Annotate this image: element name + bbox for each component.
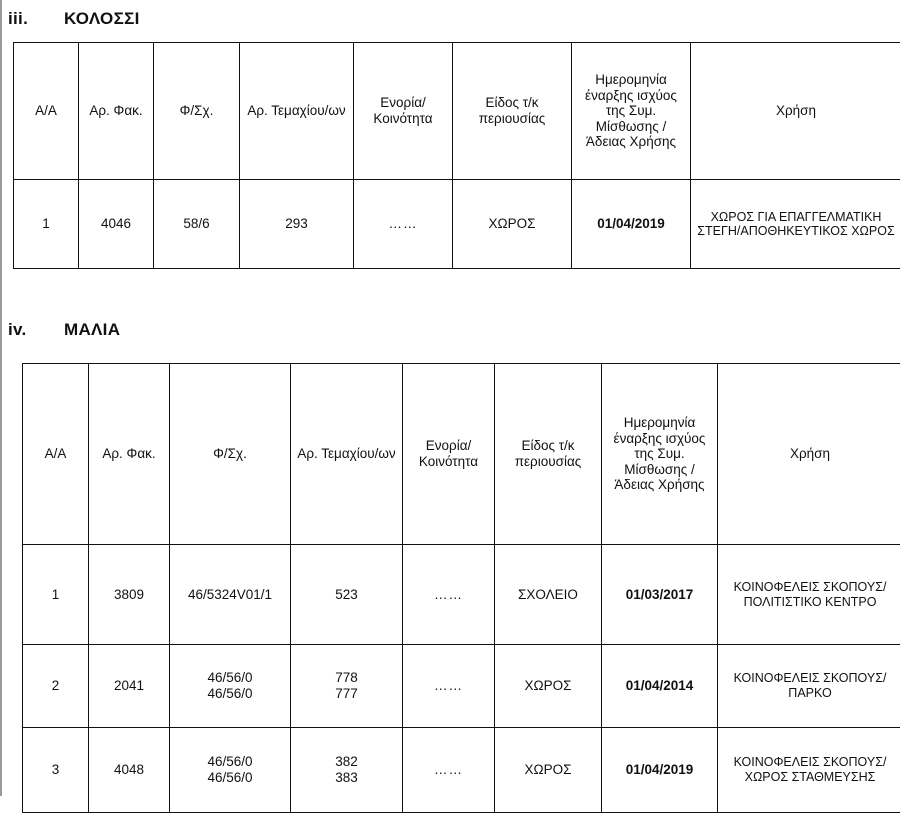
cell-plot-number: 293 bbox=[240, 180, 354, 269]
table-row bbox=[23, 545, 900, 645]
header-aa: Α/Α bbox=[14, 43, 79, 180]
section-heading-malia bbox=[8, 320, 120, 340]
header-plot-number: Αρ. Τεμαχίου/ων bbox=[240, 43, 354, 180]
header-usage: Χρήση bbox=[691, 43, 900, 180]
cell-sheet-plan bbox=[170, 728, 291, 813]
cell-start-date: 01/04/2019 bbox=[572, 180, 691, 269]
cell-file-number: 4046 bbox=[79, 180, 154, 269]
cell-property-type: ΧΩΡΟΣ bbox=[495, 728, 602, 813]
section-number: iv. bbox=[8, 320, 64, 340]
header-aa: Α/Α bbox=[23, 364, 89, 545]
cell-sheet-plan: 58/6 bbox=[154, 180, 240, 269]
plot-number-line: 777 bbox=[295, 686, 398, 702]
cell-start-date: 01/03/2017 bbox=[602, 545, 718, 645]
cell-aa: 2 bbox=[23, 645, 89, 728]
section-number: iii. bbox=[8, 9, 64, 29]
plot-number-line: 383 bbox=[295, 770, 398, 786]
header-parish-community: Ενορία/ Κοινότητα bbox=[354, 43, 453, 180]
cell-usage: ΚΟΙΝΟΦΕΛΕΙΣ ΣΚΟΠΟΥΣ/ΠΑΡΚΟ bbox=[718, 645, 900, 728]
header-parish-community: Ενορία/ Κοινότητα bbox=[403, 364, 495, 545]
cell-property-type: ΣΧΟΛΕΙΟ bbox=[495, 545, 602, 645]
cell-parish-community: …… bbox=[354, 180, 453, 269]
cell-plot-number bbox=[291, 728, 403, 813]
cell-file-number: 2041 bbox=[89, 645, 170, 728]
section-heading-kolossi bbox=[8, 9, 140, 29]
cell-usage: ΚΟΙΝΟΦΕΛΕΙΣ ΣΚΟΠΟΥΣ/ΧΩΡΟΣ ΣΤΑΘΜΕΥΣΗΣ bbox=[718, 728, 900, 813]
cell-file-number: 4048 bbox=[89, 728, 170, 813]
table-row bbox=[23, 645, 900, 728]
section-title: ΚΟΛΟΣΣΙ bbox=[64, 9, 140, 28]
cell-parish-community: …… bbox=[403, 728, 495, 813]
cell-aa: 1 bbox=[23, 545, 89, 645]
header-plot-number: Αρ. Τεμαχίου/ων bbox=[291, 364, 403, 545]
sheet-plan-line: 46/56/0 bbox=[174, 686, 286, 702]
plot-number-line: 778 bbox=[295, 670, 398, 686]
header-usage: Χρήση bbox=[718, 364, 900, 545]
sheet-plan-line: 46/56/0 bbox=[174, 770, 286, 786]
cell-start-date: 01/04/2014 bbox=[602, 645, 718, 728]
cell-aa: 1 bbox=[14, 180, 79, 269]
cell-property-type: ΧΩΡΟΣ bbox=[453, 180, 572, 269]
cell-plot-number bbox=[291, 645, 403, 728]
header-sheet-plan: Φ/Σχ. bbox=[154, 43, 240, 180]
page-edge-line bbox=[0, 0, 2, 796]
cell-sheet-plan bbox=[170, 645, 291, 728]
table-header-row bbox=[14, 43, 900, 180]
cell-usage: ΚΟΙΝΟΦΕΛΕΙΣ ΣΚΟΠΟΥΣ/ΠΟΛΙΤΙΣΤΙΚΟ ΚΕΝΤΡΟ bbox=[718, 545, 900, 645]
table-row bbox=[23, 728, 900, 813]
sheet-plan-line: 46/56/0 bbox=[174, 754, 286, 770]
kolossi-table bbox=[13, 42, 900, 269]
plot-number-line: 382 bbox=[295, 754, 398, 770]
sheet-plan-line: 46/56/0 bbox=[174, 670, 286, 686]
header-file-number: Αρ. Φακ. bbox=[89, 364, 170, 545]
section-title: ΜΑΛΙΑ bbox=[64, 320, 120, 339]
cell-property-type: ΧΩΡΟΣ bbox=[495, 645, 602, 728]
table-row bbox=[14, 180, 900, 269]
cell-file-number: 3809 bbox=[89, 545, 170, 645]
header-start-date: Ημερομηνία έναρξης ισχύος της Συμ. Μίσθωσης / Άδειας Χρήσης bbox=[602, 364, 718, 545]
cell-start-date: 01/04/2019 bbox=[602, 728, 718, 813]
header-start-date: Ημερομηνία έναρξης ισχύος της Συμ. Μίσθωσης / Άδειας Χρήσης bbox=[572, 43, 691, 180]
cell-usage: ΧΩΡΟΣ ΓΙΑ ΕΠΑΓΓΕΛΜΑΤΙΚΗ ΣΤΕΓΗ/ΑΠΟΘΗΚΕΥΤΙΚΟΣ ΧΩΡΟΣ bbox=[691, 180, 900, 269]
header-file-number: Αρ. Φακ. bbox=[79, 43, 154, 180]
header-property-type: Είδος τ/κ περιουσίας bbox=[495, 364, 602, 545]
malia-table bbox=[22, 363, 900, 813]
cell-aa: 3 bbox=[23, 728, 89, 813]
header-sheet-plan: Φ/Σχ. bbox=[170, 364, 291, 545]
cell-parish-community: …… bbox=[403, 645, 495, 728]
cell-plot-number: 523 bbox=[291, 545, 403, 645]
header-property-type: Είδος τ/κ περιουσίας bbox=[453, 43, 572, 180]
table-header-row bbox=[23, 364, 900, 545]
cell-sheet-plan: 46/5324V01/1 bbox=[170, 545, 291, 645]
cell-parish-community: …… bbox=[403, 545, 495, 645]
